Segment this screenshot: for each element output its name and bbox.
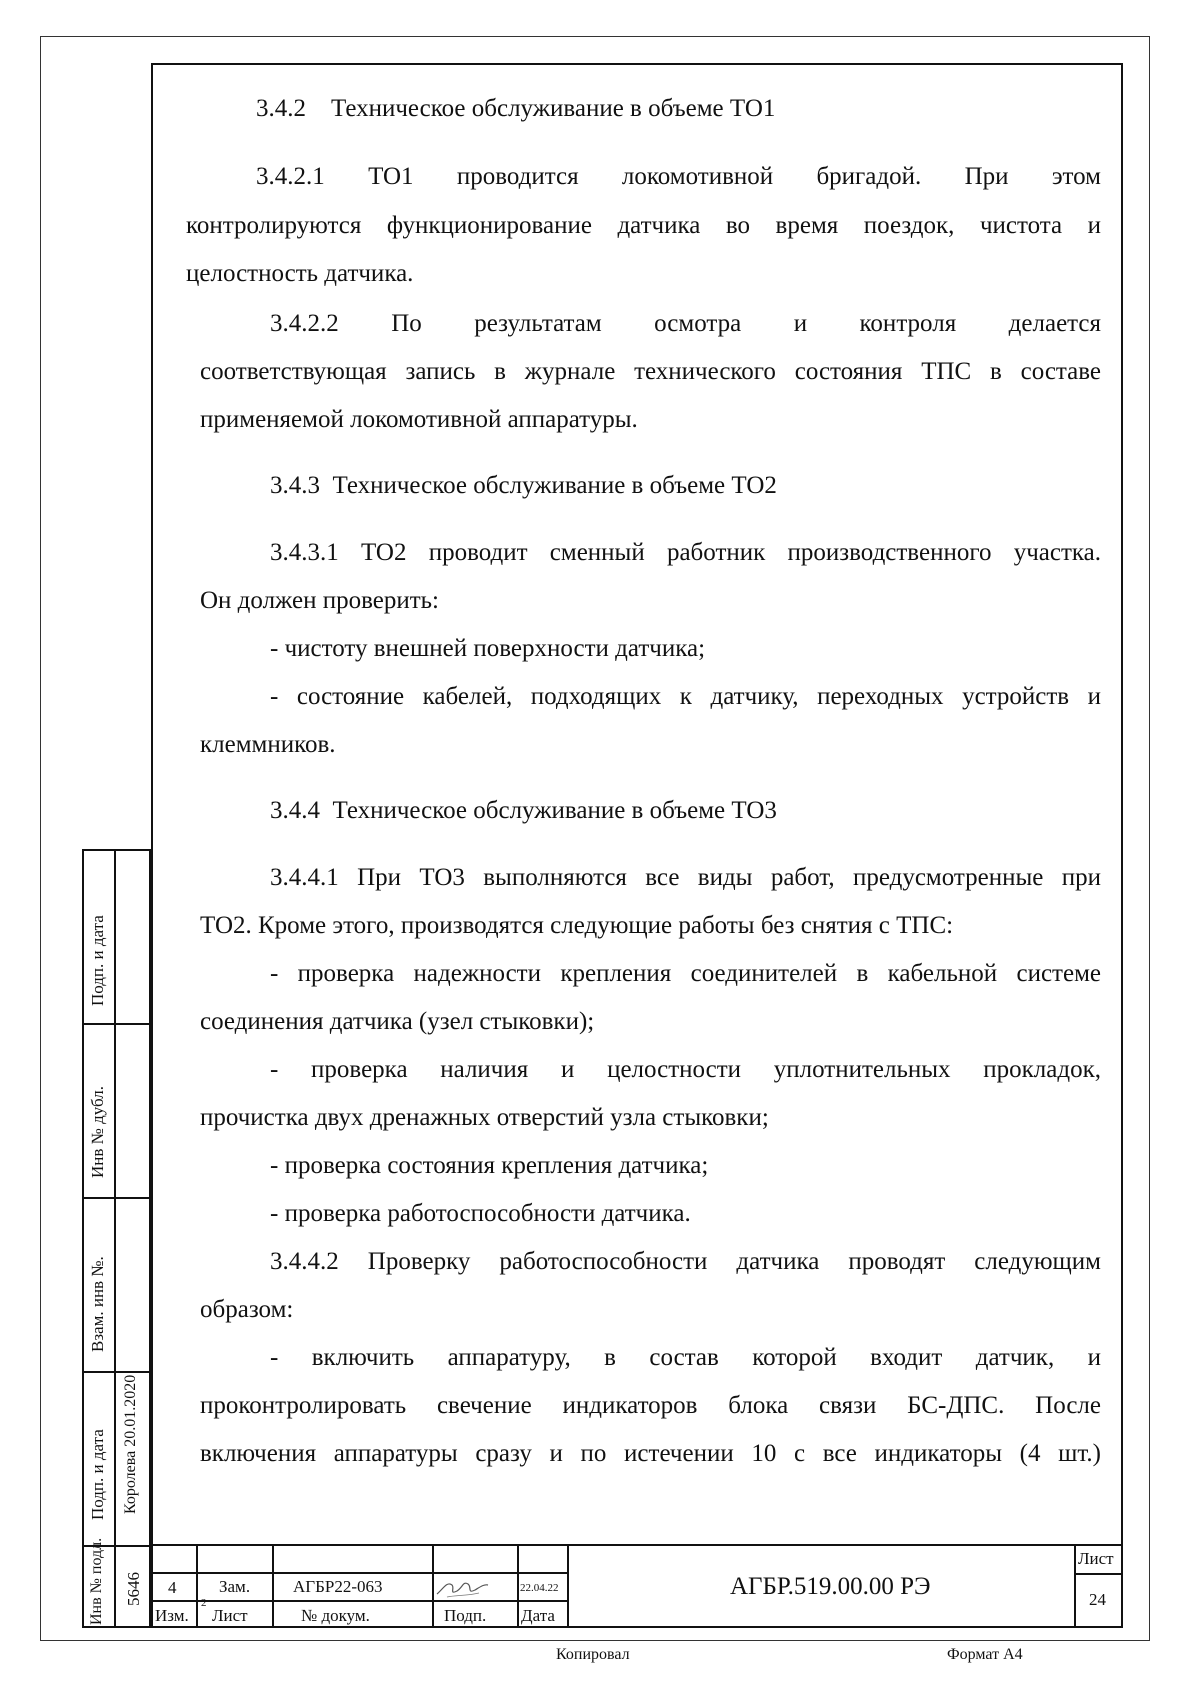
cell-date-value: 22.04.22 <box>520 1582 559 1594</box>
paragraph-line: 3.4.4.1 При ТО3 выполняются все виды работ, предусмотренные при <box>270 864 1101 891</box>
side-label-inv-podl: Инв № подл. <box>88 1537 105 1625</box>
list-item: - включить аппаратуру, в состав которой входит датчик, и <box>270 1344 1101 1371</box>
heading-3-4-3: 3.4.3 Техническое обслуживание в объеме ТО2 <box>270 472 777 499</box>
side-cell-value <box>116 1197 151 1373</box>
paragraph-line: проконтролировать свечение индикаторов блока связи БС-ДПС. После <box>200 1392 1101 1419</box>
list-item: - проверка надежности крепления соединителей в кабельной системе <box>270 960 1101 987</box>
paragraph-line: контролируются функционирование датчика во время поездок, чистота и <box>186 212 1101 239</box>
heading-3-4-2: 3.4.2 Техническое обслуживание в объеме ТО1 <box>256 95 776 122</box>
paragraph-line: прочистка двух дренажных отверстий узла стыковки; <box>200 1104 769 1131</box>
header-podp: Подп. <box>444 1606 487 1625</box>
rule <box>196 1544 198 1628</box>
sheet-label: Лист <box>1078 1549 1114 1568</box>
paragraph-line: применяемой локомотивной аппаратуры. <box>200 406 638 433</box>
side-value-signature-date: Королева 20.01.2020 <box>122 1374 139 1514</box>
header-izm: Изм. <box>155 1606 189 1625</box>
paragraph-line: ТО2. Кроме этого, производятся следующие работы без снятия с ТПС: <box>200 912 954 939</box>
cell-izm-value: 4 <box>168 1578 177 1597</box>
side-label-inv-dubl: Инв № дубл. <box>88 1085 107 1178</box>
cell-dokum-value: АГБР22-063 <box>293 1577 383 1596</box>
document-designation: АГБР.519.00.00 РЭ <box>730 1573 931 1600</box>
paragraph-line: образом: <box>200 1296 294 1323</box>
paragraph-line: соответствующая запись в журнале технического состояния ТПС в составе <box>200 358 1101 385</box>
footer-format: Формат А4 <box>947 1646 1023 1663</box>
heading-3-4-4: 3.4.4 Техническое обслуживание в объеме ТО3 <box>270 797 777 824</box>
signature-icon <box>433 1575 491 1601</box>
sheet-number: 24 <box>1089 1590 1106 1609</box>
paragraph-line: клеммников. <box>200 731 336 758</box>
list-item: - чистоту внешней поверхности датчика; <box>270 635 706 662</box>
side-cell-value <box>116 1023 151 1199</box>
list-item: - проверка работоспособности датчика. <box>270 1200 691 1227</box>
list-item: - состояние кабелей, подходящих к датчику, переходных устройств и <box>270 683 1101 710</box>
paragraph-line: 3.4.4.2 Проверку работоспособности датчика проводят следующим <box>270 1248 1101 1275</box>
rule <box>151 1572 569 1574</box>
rule <box>272 1544 274 1628</box>
paragraph-line: 3.4.2.2 По результатам осмотра и контроля делается <box>270 310 1101 337</box>
header-list: Лист <box>212 1606 248 1625</box>
side-value-inv-podl: 5646 <box>124 1572 143 1606</box>
rule <box>151 1600 569 1602</box>
rule <box>517 1544 519 1628</box>
paragraph-line: целостность датчика. <box>186 260 414 287</box>
footer-copied: Копировал <box>556 1646 630 1663</box>
list-item: - проверка наличия и целостности уплотнительных прокладок, <box>270 1056 1101 1083</box>
rule <box>567 1544 569 1628</box>
side-cell-value <box>116 849 151 1025</box>
cell-list-value: Зам. <box>219 1577 251 1596</box>
header-data: Дата <box>521 1606 555 1625</box>
paragraph-line: 3.4.3.1 ТО2 проводит сменный работник производственного участка. <box>270 539 1101 566</box>
paragraph-line: включения аппаратуры сразу и по истечении 10 с все индикаторы (4 шт.) <box>200 1440 1101 1467</box>
paragraph-line: соединения датчика (узел стыковки); <box>200 1008 595 1035</box>
paragraph-line: Он должен проверить: <box>200 587 440 614</box>
list-item: - проверка состояния крепления датчика; <box>270 1152 709 1179</box>
small-mark: 2 <box>201 1597 207 1609</box>
header-dokum: № докум. <box>301 1606 370 1625</box>
rule <box>1074 1573 1123 1575</box>
side-label-vzam-inv: Взам. инв №. <box>88 1256 107 1352</box>
paragraph-line: 3.4.2.1 ТО1 проводится локомотивной бригадой. При этом <box>256 163 1101 190</box>
rule <box>1074 1544 1076 1628</box>
side-label-podp-data: Подп. и дата <box>88 1429 107 1520</box>
side-label-podp-data-top: Подп. и дата <box>88 915 107 1006</box>
